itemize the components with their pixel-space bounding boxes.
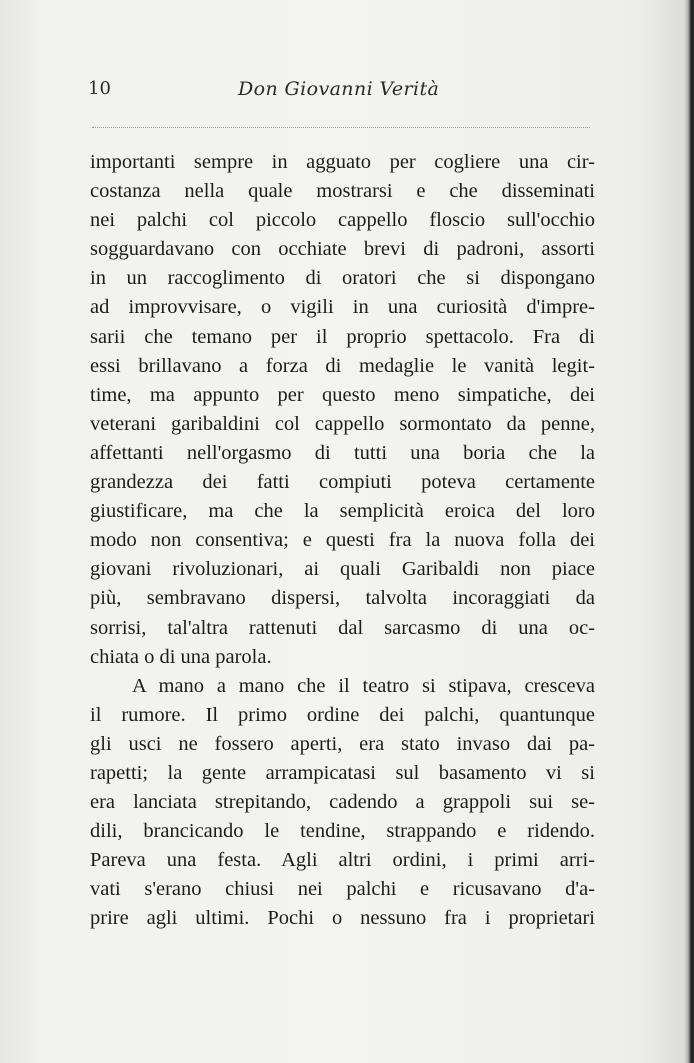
text-line: giustificare, ma che la semplicità eroica del loro xyxy=(90,500,595,523)
text-line: sorrisi, tal'altra rattenuti dal sarcasmo di una oc- xyxy=(90,616,595,639)
page-header xyxy=(88,78,593,104)
text-line: A mano a mano che il teatro si stipava, cresceva xyxy=(132,674,595,697)
text-line: dili, brancicando le tendine, strappando e ridendo. xyxy=(90,820,595,843)
text-line: ad improvvisare, o vigili in una curiosità d'impre- xyxy=(90,296,595,319)
text-line: affettanti nell'orgasmo di tutti una boria che la xyxy=(90,441,595,464)
paragraph-1 xyxy=(90,148,595,672)
text-line: modo non consentiva; e questi fra la nuova folla dei xyxy=(90,529,595,552)
paragraph-2 xyxy=(90,672,595,934)
text-line: era lanciata strepitando, cadendo a grappoli sui se- xyxy=(90,791,595,814)
text-line: grandezza dei fatti compiuti poteva certamente xyxy=(90,471,595,494)
text-line: importanti sempre in agguato per cogliere una cir- xyxy=(90,151,595,173)
text-line: vati s'erano chiusi nei palchi e ricusavano d'a- xyxy=(90,878,595,901)
running-title: Don Giovanni Verità xyxy=(238,78,440,100)
text-line: Pareva una festa. Agli altri ordini, i primi arri- xyxy=(90,849,595,872)
text-line: sogguardavano con occhiate brevi di padroni, assorti xyxy=(90,238,595,261)
text-line: costanza nella quale mostrarsi e che disseminati xyxy=(90,180,595,203)
header-rule xyxy=(92,127,590,128)
text-line: veterani garibaldini col cappello sormontato da penne, xyxy=(90,412,595,435)
body-text xyxy=(90,148,595,934)
text-line: in un raccoglimento di oratori che si dispongano xyxy=(90,267,595,290)
text-line: il rumore. Il primo ordine dei palchi, quantunque xyxy=(90,703,595,726)
text-line: time, ma appunto per questo meno simpatiche, dei xyxy=(90,383,595,406)
page-number: 10 xyxy=(88,78,111,99)
text-line: rapetti; la gente arrampicatasi sul basamento vi si xyxy=(90,761,595,784)
text-line: sarii che temano per il proprio spettacolo. Fra di xyxy=(90,325,595,348)
text-line: giovani rivoluzionari, ai quali Garibaldi non piace xyxy=(90,558,595,581)
text-line: essi brillavano a forza di medaglie le vanità legit- xyxy=(90,354,595,377)
page-edge-shadow xyxy=(684,0,694,1063)
text-line: chiata o di una parola. xyxy=(90,645,272,668)
text-line: più, sembravano dispersi, talvolta incoraggiati da xyxy=(90,587,595,610)
text-line: gli usci ne fossero aperti, era stato invaso dai pa- xyxy=(90,732,595,755)
text-line: nei palchi col piccolo cappello floscio sull'occhio xyxy=(90,209,595,232)
text-line: prire agli ultimi. Pochi o nessuno fra i proprietari xyxy=(90,907,595,930)
